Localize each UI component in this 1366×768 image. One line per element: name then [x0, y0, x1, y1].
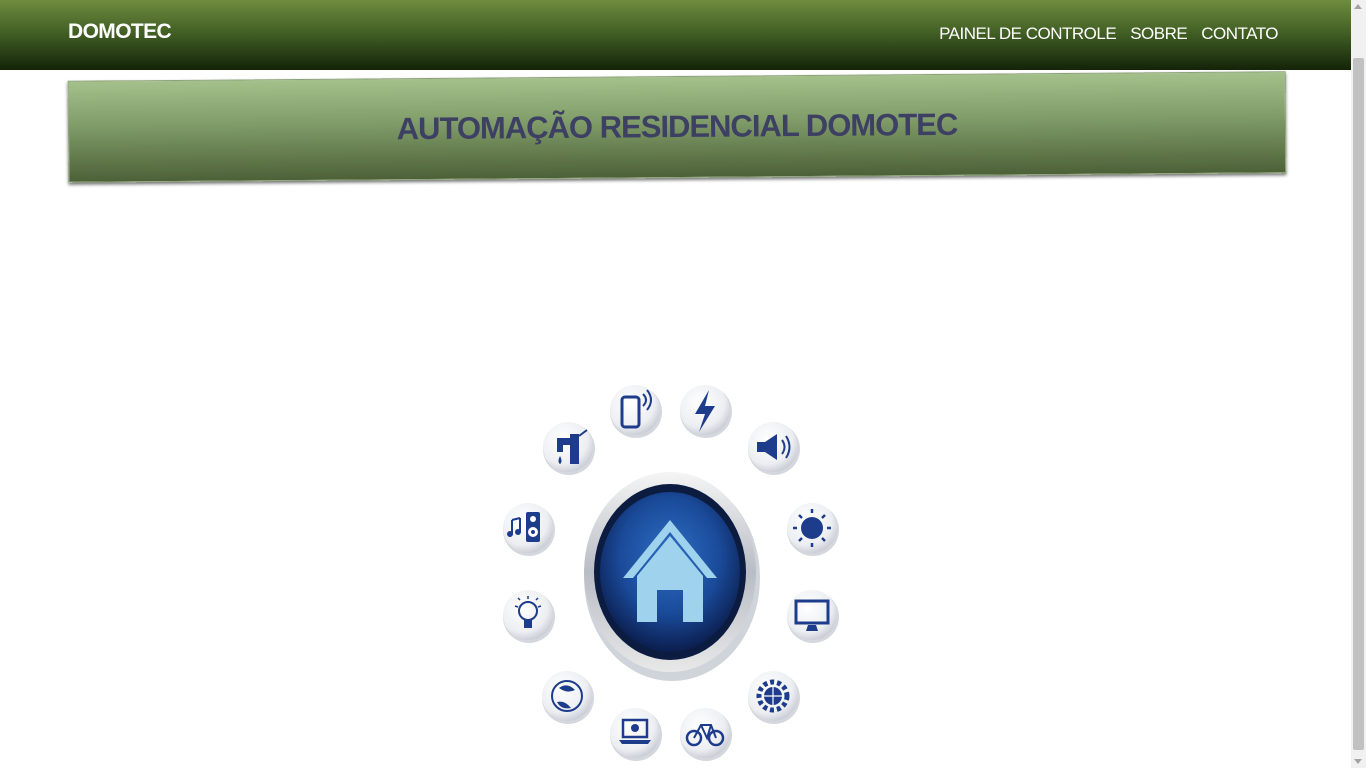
nav-links	[939, 24, 1278, 44]
faucet-icon	[543, 422, 595, 475]
page-title: AUTOMAÇÃO RESIDENCIAL DOMOTEC	[396, 106, 958, 147]
smartphone-icon	[610, 385, 662, 438]
scroll-up-arrow-icon[interactable]	[1354, 4, 1362, 9]
laptop-globe-icon	[610, 708, 662, 761]
navbar	[0, 0, 1351, 70]
home-icon	[584, 472, 760, 681]
bicycle-icon	[680, 708, 732, 761]
scroll-thumb[interactable]	[1353, 58, 1364, 750]
title-banner	[68, 71, 1287, 183]
monitor-icon	[787, 590, 839, 643]
smart-home-illustration	[495, 372, 850, 768]
music-speaker-icon	[503, 503, 555, 556]
scroll-down-arrow-icon[interactable]	[1354, 759, 1362, 764]
nav-sobre[interactable]: SOBRE	[1130, 24, 1188, 43]
sun-icon	[787, 503, 839, 556]
nav-contato[interactable]: CONTATO	[1201, 24, 1278, 43]
megaphone-icon	[748, 422, 800, 475]
lightning-icon	[680, 385, 732, 438]
recycle-leaf-icon	[542, 671, 594, 724]
page-scrollbar[interactable]	[1351, 0, 1366, 768]
light-bulb-icon	[503, 590, 555, 643]
nav-painel-de-controle[interactable]: PAINEL DE CONTROLE	[939, 24, 1117, 43]
globe-gear-icon	[748, 671, 800, 724]
smart-home-svg	[495, 372, 850, 768]
brand-link[interactable]: DOMOTEC	[68, 20, 172, 43]
